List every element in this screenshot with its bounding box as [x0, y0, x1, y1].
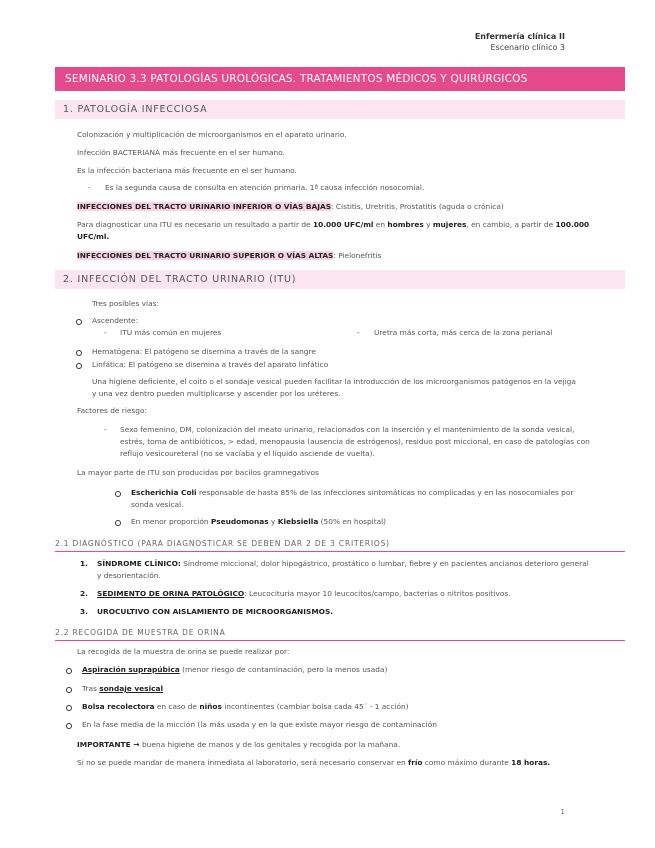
- sample-method-text: incontinentes (cambiar bolsa cada 45´ - 1 acción): [221, 702, 409, 711]
- criterion-label: SEDIMENTO DE ORINA PATOLÓGICO: [97, 589, 245, 598]
- paragraph: La mayor parte de ITU son producidas por bacilos gramnegativos: [77, 468, 319, 477]
- paragraph: Es la infección bacteriana más frecuente en el ser humano.: [77, 166, 297, 175]
- circle-bullet-icon: [115, 491, 121, 497]
- risk-factors-text: reflujo vesicoureteral (no se vacíaba y el líquido asciende de vuelta).: [120, 449, 375, 458]
- section-heading-1: 1. PATOLOGÍA INFECCIOSA: [55, 100, 625, 119]
- route-ascending-detail: Uretra más corta, más cerca de la zona perianal: [374, 328, 553, 337]
- diagnosis-text: , en cambio, a partir de: [466, 220, 556, 229]
- criterion-1-cont: y desorientación.: [97, 571, 161, 580]
- diagnosis-text: en: [373, 220, 388, 229]
- list-number: 2.: [80, 589, 88, 598]
- circle-bullet-icon: [76, 350, 82, 356]
- diagnosis-women: mujeres: [432, 220, 467, 229]
- pseudomonas-text: (50% en hospital): [318, 517, 387, 526]
- dash-bullet: -: [88, 183, 91, 192]
- lab-hours: 18 horas.: [511, 758, 551, 767]
- arrow-icon: →: [130, 740, 142, 749]
- section-heading-2-1: 2.1 DIAGNÓSTICO (PARA DIAGNOSTICAR SE DEBEN DAR 2 DE 3 CRITERIOS): [55, 537, 625, 552]
- lab-text: como máximo durante: [422, 758, 512, 767]
- criterion-text: : Leucocituria mayor 10 leucocitos/campo, bacterias o nitritos positivos.: [244, 589, 511, 598]
- pseudomonas-text: En menor proporción: [131, 517, 211, 526]
- sample-method-name: Aspiración suprapúbica: [82, 665, 180, 674]
- pseudomonas-text: y: [268, 517, 278, 526]
- dash-bullet: -: [104, 425, 107, 434]
- list-number: 3.: [80, 607, 88, 616]
- paragraph: Es la segunda causa de consulta en atención primaria. 1ª causa infección nosocomial.: [105, 183, 425, 192]
- lab-text: Si no se puede mandar de manera inmediata al laboratorio, será necesario conservar en: [77, 758, 409, 767]
- klebsiella-name: Klebsiella: [277, 517, 319, 526]
- paragraph: y una vez dentro pueden multiplicarse y ascender por los uréteres.: [92, 389, 341, 398]
- criterion-1: [97, 558, 589, 569]
- page-number: 1: [560, 808, 565, 816]
- criterion-text: Síndrome miccional, dolor hipogástrico, prostático o lumbar, fiebre y en pacientes ancianos deterioro general: [180, 559, 589, 568]
- sample-method-2: [82, 683, 163, 694]
- sample-method-children: niños: [199, 702, 222, 711]
- risk-factors-text: estrés, toma de antibióticos, > edad, menopausia (ausencia de estrógenos), residuo post miccional, en caso de patologías con: [120, 437, 590, 446]
- paragraph: Colonización y multiplicación de microorganismos en el aparato urinario.: [77, 130, 347, 139]
- pseudomonas-line: [131, 516, 386, 527]
- header-course: Enfermería clínica II: [474, 32, 565, 41]
- circle-bullet-icon: [66, 687, 72, 693]
- lab-note: [77, 757, 550, 768]
- criterion-label: SÍNDROME CLÍNICO:: [97, 559, 181, 568]
- lower-tract-label: INFECCIONES DEL TRACTO URINARIO INFERIOR O VÍAS BAJAS: [77, 202, 332, 211]
- sample-method-text: Tras: [82, 684, 100, 693]
- risk-factors-title: Factores de riesgo:: [77, 406, 147, 415]
- circle-bullet-icon: [66, 705, 72, 711]
- sample-method-text: en caso de: [154, 702, 200, 711]
- ecoli-line-2: sonda vesical.: [131, 500, 184, 509]
- upper-tract-line: [77, 250, 381, 261]
- ecoli-text: responsable de hasta 85% de las infecciones sintomáticas no complicadas y en las nosocomiales por: [196, 488, 574, 497]
- circle-bullet-icon: [76, 319, 82, 325]
- important-label: IMPORTANTE: [77, 740, 131, 749]
- upper-tract-text: : Pielonefritis: [333, 251, 382, 260]
- diagnosis-text: Para diagnosticar una ITU es necesario un resultado a partir de: [77, 220, 313, 229]
- section-heading-2: 2. INFECCIÓN DEL TRACTO URINARIO (ITU): [55, 270, 625, 289]
- diagnosis-threshold: 10.000 UFC/ml: [312, 220, 374, 229]
- route-ascending-detail: ITU más común en mujeres: [120, 328, 222, 337]
- lab-cold: frío: [408, 758, 423, 767]
- lower-tract-text: : Cistitis, Uretritis, Prostatitis (aguda o crónica): [331, 202, 504, 211]
- sample-method-4: En la fase media de la micción (la más usada y en la que existe mayor riesgo de contaminación: [82, 720, 437, 729]
- ecoli-name: Escherichia Coli: [131, 488, 197, 497]
- circle-bullet-icon: [66, 668, 72, 674]
- risk-factors-text: Sexo femenino, DM, colonización del meato urinario, relacionados con la inserción y el mantenimiento de la sonda vesical,: [120, 425, 575, 434]
- circle-bullet-icon: [76, 363, 82, 369]
- dash-bullet: -: [104, 328, 107, 337]
- list-number: 1.: [80, 559, 88, 568]
- section-heading-2-2: 2.2 RECOGIDA DE MUESTRA DE ORINA: [55, 626, 625, 641]
- document-title: SEMINARIO 3.3 PATOLOGÍAS UROLÓGICAS. TRATAMIENTOS MÉDICOS Y QUIRÚRGICOS: [55, 67, 625, 91]
- paragraph: La recogida de la muestra de orina se puede realizar por:: [77, 647, 290, 656]
- route-ascending: Ascendente:: [92, 316, 139, 325]
- diagnosis-threshold-2: 100.000: [555, 220, 590, 229]
- sample-method-3: [82, 701, 409, 712]
- paragraph: Infección BACTERIANA más frecuente en el ser humano.: [77, 148, 285, 157]
- pseudomonas-name: Pseudomonas: [210, 517, 269, 526]
- circle-bullet-icon: [115, 520, 121, 526]
- criterion-2: [97, 588, 511, 599]
- sample-method-name: sondaje vesical: [99, 684, 164, 693]
- sample-method-1: [82, 664, 387, 675]
- upper-tract-label: INFECCIONES DEL TRACTO URINARIO SUPERIOR O VÍAS ALTAS: [77, 251, 334, 260]
- ecoli-line: [131, 487, 573, 498]
- paragraph: Una higiene deficiente, el coito o el sondaje vesical pueden facilitar la introducción de los microorganismos patógenos en la vejiga: [92, 377, 576, 386]
- route-lymphatic: Linfática: El patógeno se disemina a través del aparato linfático: [92, 360, 329, 369]
- paragraph: Tres posibles vías:: [92, 299, 159, 308]
- header-scenario: Escenario clínico 3: [490, 43, 565, 52]
- dash-bullet: -: [357, 328, 360, 337]
- diagnosis-text: y: [423, 220, 433, 229]
- route-hematogenous: Hematógena: El patógeno se disemina a través de la sangre: [92, 347, 316, 356]
- diagnosis-men: hombres: [387, 220, 424, 229]
- important-note: [77, 739, 400, 750]
- important-text: buena higiene de manos y de los genitales y recogida por la mañana.: [141, 740, 401, 749]
- diagnosis-unit: UFC/ml.: [77, 232, 110, 241]
- circle-bullet-icon: [66, 723, 72, 729]
- sample-method-name: Bolsa recolectora: [82, 702, 155, 711]
- lower-tract-line: [77, 201, 504, 212]
- diagnosis-line: [77, 219, 589, 230]
- criterion-3: UROCULTIVO CON AISLAMIENTO DE MICROORGANISMOS.: [97, 607, 334, 616]
- sample-method-text: (menor riesgo de contaminación, pero la menos usada): [179, 665, 388, 674]
